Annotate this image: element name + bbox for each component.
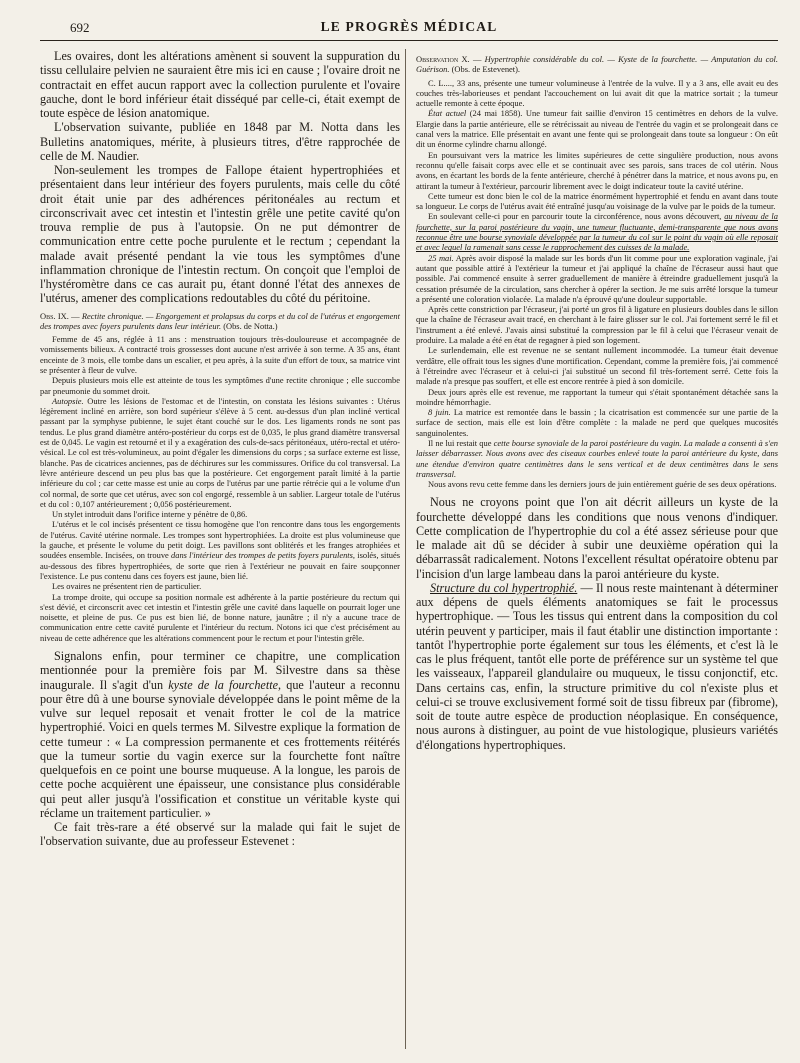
date-8-juin: 8 juin. xyxy=(428,407,451,418)
incision-text-italic: dans l'intérieur des trompes de petits foyers purulents xyxy=(171,550,353,561)
etat-actuel-label: État actuel xyxy=(428,108,467,119)
obs-ix-autopsy xyxy=(40,396,400,509)
paragraph-ovaires: Les ovaires, dont les altérations amènent si souvent la suppuration du tissu cellulaire pelvien ne sauraient être mis ici en cause ; l'ovaire droit ne contractait en effet aucun rapport avec la collection purulente et l'ovaire gauche, dont le bord inférieur était disséqué par celle-ci, était exempt de toute espèce de lésion anatomique. xyxy=(40,49,400,120)
obs-ix-ovaires: Les ovaires ne présentent rien de particulier. xyxy=(52,581,202,592)
kyste-text-italic: cette bourse synoviale de la paroi postérieure du vagin. La malade a consenti à s'en laisser débarrasser. Nous avons avec des ciseaux courbes enlevé toute la paroi antérieure du kyste, dans une étendue d'environ quatre centimètres dans le sens vertical et de deux centimètres dans le sens transversal. xyxy=(416,437,778,479)
date-25-mai: 25 mai. xyxy=(428,252,454,263)
obs-ix-symptoms: Depuis plusieurs mois elle est atteinte de tous les symptômes d'une rectite chronique ; elle succombe par pneumonie du sommet droit. xyxy=(40,375,400,396)
observation-x-title: Hypertrophie considérable du col. — Kyste de la fourchette. — Amputation du col. Guérison. xyxy=(416,54,778,75)
left-column xyxy=(40,49,405,1049)
paragraph-structure xyxy=(416,581,778,752)
obs-ix-incision xyxy=(40,519,400,581)
silvestre-text-a: Signalons enfin, pour terminer ce chapitre, une complication mentionnée pour la première fois par M. Silvestre dans sa thèse inaugurale. Il s'agit d'un xyxy=(40,649,400,692)
observation-ix-title: Rectite chronique. — Engorgement et prolapsus du corps et du col de l'utérus et engorgement des trompes avec foyers purulents dans leur intérieur. xyxy=(40,310,400,331)
observation-x-source: (Obs. de Estevenet). xyxy=(449,64,521,75)
obs-x-8-juin xyxy=(416,407,778,438)
obs-x-col-fendu: Cette tumeur est donc bien le col de la matrice énormément hypertrophié et fendu en avant dans toute sa longueur. Le corps de l'utérus avait été entraîné jusqu'au voisinage de la vulve par le poids de la tumeur. xyxy=(416,190,778,212)
observation-x-heading xyxy=(416,54,778,75)
paragraph-estevenet-intro: Ce fait très-rare a été observé sur la malade qui fait le sujet de l'observation suivante, due au professeur Estevenet : xyxy=(40,820,400,849)
structure-text: — Il nous reste maintenant à déterminer aux dépens de quels éléments anatomiques se fait le processus hypertrophique. — Tous les tissus qui entrent dans la composition du col utérin peuvent y participer, mais il faut établir une distinction importante : tantôt l'hypertrophie porte également sur tous les éléments, et c'est là le cas le plus fréquent, tantôt elle porte de préférence sur un système tel que les vaisseaux, l'appareil glandulaire ou muqueux, le tissu conjonctif, etc. Dans certains cas, enfin, la structure primitive du col n'existe plus et celui-ci se trouve exclusivement formé soit de tissu fibreux par (fibrome), soit de toute autre espèce de production néoplasique. En conséquence, nous aurons à distinguer, au point de vue histologique, plusieurs variétés d'élongations hypertrophiques. xyxy=(416,580,778,752)
obs-x-exploration: En poursuivant vers la matrice les limites supérieures de cette singulière production, nous avons reconnu qu'elle faisait corps avec elle et se continuait avec ses parois, sans traces de col utérin. Nous avons, en écartant les bords de la fente antérieure, cherché à pénétrer dans la matrice, et nous avons pu, en attirant la tumeur à l'extérieur, parcourir librement avec le doigt indicateur toute la cavité utérine. xyxy=(416,149,778,191)
obs-ix-history: Femme de 45 ans, réglée à 11 ans : menstruation toujours très-douloureuse et accompagnée de vomissements bilieux. A contracté trois grossesses dont aucune n'est arrivée à son terme. A 35 ans, étant enceinte de 3 mois, elle tombe dans un escalier, et peu après, à la suite d'un effort de toux, sa matrice vint se présenter à fleur de vulve. xyxy=(40,334,400,375)
paragraph-notta-intro: L'observation suivante, publiée en 1848 par M. Notta dans les Bulletins anatomiques, mérite, à plusieurs titres, d'être rapprochée de celle de M. Naudier. xyxy=(40,120,400,163)
obs-x-etat-actuel xyxy=(416,108,778,149)
paragraph-kyste-discussion: Nous ne croyons point que l'on ait décrit ailleurs un kyste de la fourchette développé dans les conditions que nous venons d'indiquer. Cette complication de l'hypertrophie du col a été assez sérieuse pour que le malade ait dû se décider à subir une deuxième opération qui la débarrassât radicalement. Notons l'excellent résultat opératoire obtenu par l'incision d'un large lambeau dans la paroi antérieure du kyste. xyxy=(416,495,778,581)
etat-actuel-text: (24 mai 1858). Une tumeur fait saillie d'environ 15 centimètres en dehors de la vulve. Elargie dans la partie antérieure, elle se rétrécissait au niveau de l'entrée du vagin et se prolongeait dans ce canal vers la matrice. Elle présentait en avant une fente qui se prolongeait dans toute sa longueur : On eût dit un énorme cylindre charnu allongé. xyxy=(416,108,778,150)
right-column xyxy=(405,49,778,1049)
obs-x-25-mai xyxy=(416,253,778,304)
observation-ix-source: (Obs. de Notta.) xyxy=(221,320,278,331)
operation-text: Après avoir disposé la malade sur les bords d'un lit comme pour une exploration vaginale, j'ai autant que possible attiré à l'extérieur la tumeur et j'ai appliqué la chaîne de l'écraseur aussi haut que possible. J'ai commencé ensuite à serrer graduellement de manière à étreindre graduellement jusqu'à la cessation présumée de la circulation, sans chercher à opérer la section. Je me suis arrêté lorsque la tumeur a présenté une coloration violacée. La malade n'a éprouvé qu'une douleur supportable. xyxy=(416,252,778,304)
silvestre-text-b: , que l'auteur a reconnu pour être dû à une bourse synoviale développée dans le point même de la vulve sur lequel reposait et venait frotter le col de la matrice hypertrophié. Voici en quels termes M. Silvestre explique la formation de cette tumeur : « La compression permanente et ces frottements réitérés que la tumeur sortie du vagin exerce sur la fourchette font naître quelquefois en ce point une bourse muqueuse. A la longue, les parois de cette poche acquièrent une épaisseur, une consistance plus considérable qui peut aller jusqu'à l'ossification et constitue un véritable kyste qui réclame un traitement particulier. » xyxy=(40,677,400,820)
bourse-text-a: En soulevant celle-ci pour en parcourir toute la circonférence, nous avons découvert, xyxy=(428,211,725,222)
autopsy-label: Autopsie. xyxy=(52,395,84,406)
paragraph-trompes: Non-seulement les trompes de Fallope étaient hypertrophiées et présentaient dans leur intérieur des foyers purulents, mais celle du côté droit était unie par des adhérences péritonéales au rectum et circonscrivait avec cet intestin et l'intestin grêle une petite cavité qu'on trouva remplie de pus à l'autopsie. On ne put démontrer de communication entre cette poche purulente et le rectum ; cependant la malade avait présenté pendant la vie tous les symptômes d'une inflammation chronique de l'intestin rectum. On conçoit que l'emploi de l'hystéromètre dans ce cas aurait pu, étant donné l'état des annexes de l'utérus, amener des complications redoutables du côté du péritoine. xyxy=(40,163,400,306)
obs-x-ligature: Après cette constriction par l'écraseur, j'ai porté un gros fil à ligature en plusieurs doubles dans le sillon que la chaîne de l'écraseur avait tracé, en cherchant à le faire glisser sur le col. J'ai fortement serré le fil et l'instrument a été enlevé. J'avais ainsi substitué la compression par le fil à celui que l'écraseur venait de produire. La malade a été en état de regagner à pied son logement. xyxy=(416,304,778,346)
observation-ix-label: Obs. IX. — xyxy=(40,310,82,321)
obs-x-surlendemain: Le surlendemain, elle est revenue ne se sentant nullement incommodée. La tumeur était devenue verdâtre, elle offrait tous les signes d'une mortification. Cependant, comme la première fois, j'ai commencé à l'étreindre avec l'écraseur et à celui-ci j'ai substitué un second fil très-fortement serré. Cette fois la malade n'a presque pas souffert, et elle est encore rentrée à pied à son domicile. xyxy=(416,345,778,387)
page-number: 692 xyxy=(70,20,90,35)
running-header xyxy=(40,18,778,41)
bourse-text-italic: au niveau de la fourchette, sur la paroi postérieure du vagin, une tumeur fluctuante, demi-transparente que nous avons reconnue être une bourse synoviale développée par la tumeur du col sur le point du vagin où elle reposait et avec lequel la ramenait sans cesse le rapprochement des cuisses de la malade. xyxy=(416,211,778,253)
structure-heading: Structure du col hypertrophié. xyxy=(430,580,578,595)
observation-x-label: Observation X. — xyxy=(416,54,485,64)
obs-x-kyste-ablation xyxy=(416,438,778,479)
obs-ix-trompe-droite: La trompe droite, qui occupe sa position normale est adhérente à la partie postérieure du rectum qui s'est dévié, et circonscrit avec cet intestin et l'intestin grêle une cavité dans laquelle on pourrait loger une noisette, et pleine de pus. Ce pus est bien lié, de bonne nature, jaunâtre ; il n'y a aucune trace de communication entre cette cavité purulente et l'intérieur du rectum. Notons ici que c'est précisément au niveau de cette adhérence que les altérations commencent pour le rectum et pour l'intestin grêle. xyxy=(40,591,400,643)
obs-x-bourse xyxy=(416,211,778,252)
kyste-text-a: Il ne lui restait que xyxy=(428,437,494,448)
obs-ix-stylet: Un stylet introduit dans l'orifice interne y pénètre de 0,86. xyxy=(52,509,248,520)
journal-title: LE PROGRÈS MÉDICAL xyxy=(320,19,498,34)
two-column-body xyxy=(40,49,778,1049)
obs-x-patient: C. L...., 33 ans, présente une tumeur volumineuse à l'entrée de la vulve. Il y a 3 ans, elle avait eu des couches très-laborieuses et pendant l'accouchement on lui avait dit que la matrice sortait ; la tumeur actuelle remonte à cette époque. xyxy=(416,77,778,109)
incision-text-b: , isolés, situés au-dessous des fibres hypertrophiées, de sorte que rien à l'extérieur ne pouvait en faire soupçonner l'existence. Le pus contenu dans ces foyers est jaune, bien lié. xyxy=(40,550,400,581)
incision-text-a: L'utérus et le col incisés présentent ce tissu homogène que l'on rencontre dans tous les engorgements de l'utérus. Cavité utérine normale. Les trompes sont hypertrophiées. La droite est plus volumineuse que la gauche, et présente le volume du petit doigt. Les pavillons sont oblitérés et les franges atrophiées et soudées ensemble. Incisées, on trouve xyxy=(40,519,400,561)
paragraph-silvestre xyxy=(40,649,400,820)
obs-x-guerison: Nous avons revu cette femme dans les derniers jours de juin entièrement guérie de ses deux opérations. xyxy=(428,479,777,490)
kyste-fourchette-term: kyste de la fourchette xyxy=(168,677,279,692)
cicatrisation-text: La matrice est remontée dans le bassin ; la cicatrisation est commencée sur une partie de la surface de section, mais elle est loin d'être complète : la malade ne perd que quelques mucosités sanguinolentes. xyxy=(416,407,778,438)
autopsy-text: Outre les lésions de l'estomac et de l'intestin, on constata les lésions suivantes : Utérus légèrement incliné en arrière, son bord supérieur s'élève à 5 cent. au-dessus d'un plan incliné vertical passant par la symphyse pubienne, le sujet étant couché sur le dos. Les ligaments ronds ne sont pas tendus. Le plus grand diamètre antéro-postérieur du corps est de 0,035, le plus grand diamètre transversal est de 0,045. Le vagin est retourné et il y a exagération des culs-de-sacs péritonéaux, utéro-rectal et utéro-vésical. Le col est très-volumineux, au point d'égaler les dimensions du corps ; sa surface externe est lisse, blanche. Pas de cicatrices anciennes, pas de déchirures sur les commissures. Orifice du col transversal. La lèvre antérieure descend un peu plus bas que la postérieure. Cet engorgement paraît limité à la partie inférieure du col ; car cette masse est unie au corps de l'utérus par une partie rétrécie qui a le volume d'un col normal, de sorte que cet utérus, avec son col engorgé, ressemble à un sablier. Largeur totale de l'utérus et du col : 0,107 antérieurement ; 0,056 postérieurement. xyxy=(40,395,400,509)
observation-ix-heading xyxy=(40,311,400,332)
obs-x-detachement: Deux jours après elle est revenue, me rapportant la tumeur qui s'était spontanément détachée sans la moindre hémorrhagie. xyxy=(416,386,778,407)
